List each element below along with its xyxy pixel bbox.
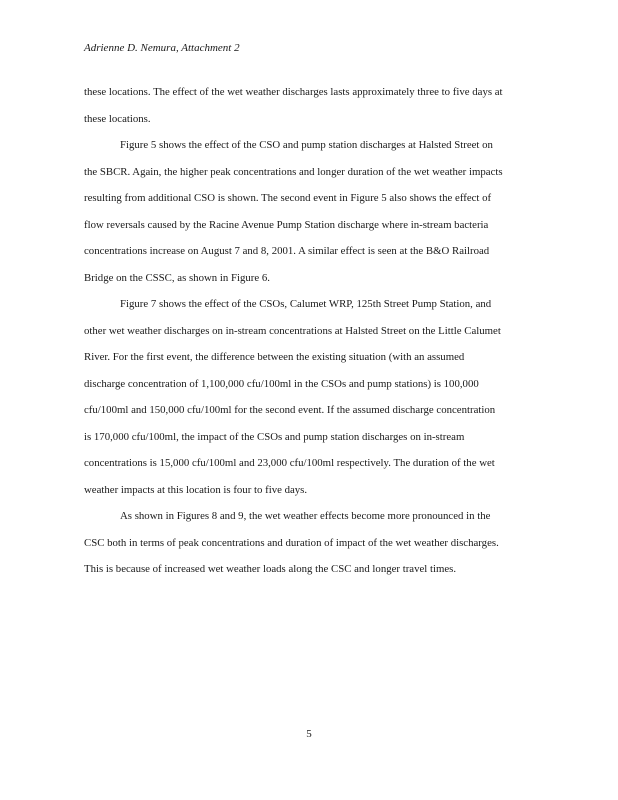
paragraph-line: River. For the first event, the difference between the existing situation (with an assumed — [84, 351, 465, 363]
paragraph-line: Bridge on the CSSC, as shown in Figure 6. — [84, 271, 270, 284]
paragraph-line: cfu/100ml and 150,000 cfu/100ml for the second event. If the assumed discharge concentration — [84, 404, 496, 416]
paragraph-line: weather impacts at this location is four to five days. — [84, 483, 308, 496]
paragraph-line: these locations. — [84, 112, 151, 125]
paragraph-line: these locations. The effect of the wet weather discharges lasts approximately three to five days at — [84, 86, 503, 98]
paragraph-line: discharge concentration of 1,100,000 cfu/100ml in the CSOs and pump stations) is 100,000 — [84, 377, 479, 390]
paragraph-line: resulting from additional CSO is shown. The second event in Figure 5 also shows the effect of — [84, 192, 492, 204]
paragraph-line: This is because of increased wet weather loads along the CSC and longer travel times. — [84, 563, 457, 575]
paragraph-first-line: As shown in Figures 8 and 9, the wet weather effects become more pronounced in the — [120, 510, 491, 522]
body-text — [84, 79, 536, 583]
paragraph-line: concentrations is 15,000 cfu/100ml and 23,000 cfu/100ml respectively. The duration of the wet — [84, 457, 495, 469]
paragraph-line: the SBCR. Again, the higher peak concentrations and longer duration of the wet weather impacts — [84, 165, 503, 178]
paragraph-line: other wet weather discharges on in-stream concentrations at Halsted Street on the Little Calumet — [84, 324, 501, 337]
page-number: 5 — [306, 728, 312, 740]
paragraph-first-line: Figure 5 shows the effect of the CSO and pump station discharges at Halsted Street on — [120, 139, 493, 151]
paragraph-line: is 170,000 cfu/100ml, the impact of the CSOs and pump station discharges on in-stream — [84, 430, 465, 443]
paragraph-line: CSC both in terms of peak concentrations and duration of impact of the wet weather discharges. — [84, 536, 499, 549]
paragraph-line: flow reversals caused by the Racine Avenue Pump Station discharge where in-stream bacteria — [84, 218, 489, 231]
running-header: Adrienne D. Nemura, Attachment 2 — [84, 42, 240, 54]
paragraph-first-line: Figure 7 shows the effect of the CSOs, Calumet WRP, 125th Street Pump Station, and — [120, 298, 492, 310]
paragraph-line: concentrations increase on August 7 and 8, 2001. A similar effect is seen at the B&O Railroad — [84, 245, 490, 257]
